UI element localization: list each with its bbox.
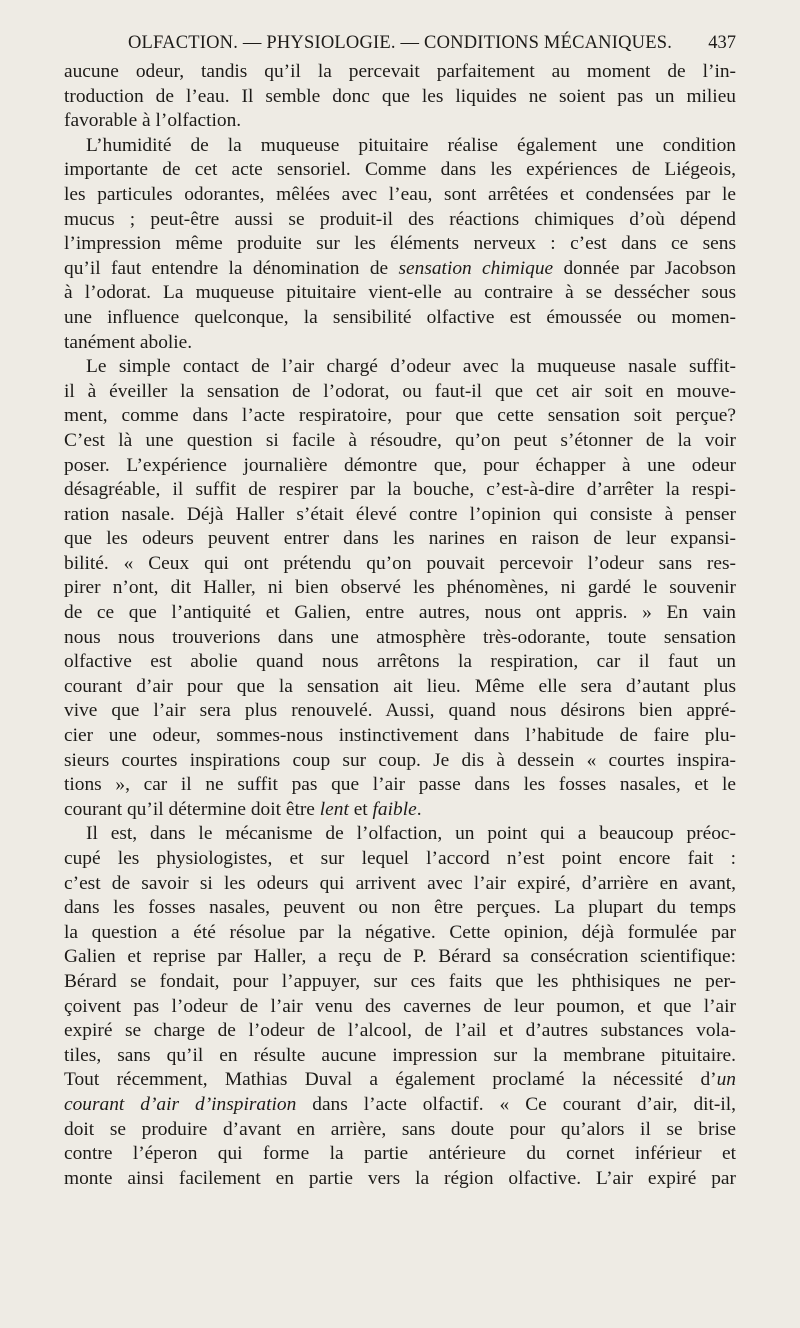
line-text: pirer n’ont, dit Haller, ni bien observé les phénomènes, ni gardé le souvenir (64, 577, 736, 599)
line-text: ment, comme dans l’acte respiratoire, pour que cette sensation soit perçue? (64, 405, 736, 427)
line-text: çoivent pas l’odeur de l’air venu des cavernes de leur poumon, et que l’air (64, 995, 736, 1017)
line-text: à l’odorat. La muqueuse pituitaire vient-elle au contraire à se dessécher sous (64, 282, 736, 304)
line-text: de ce que l’antiquité et Galien, entre autres, nous ont appris. » En vain (64, 602, 736, 624)
text-line (64, 1142, 736, 1167)
text-line (64, 576, 736, 601)
text-line (64, 626, 736, 651)
text-line (64, 208, 736, 233)
text-line (64, 601, 736, 626)
text-line (64, 798, 736, 823)
text-line (64, 60, 736, 85)
text-line (64, 429, 736, 454)
text-line (64, 85, 736, 110)
line-text: . (416, 798, 422, 820)
text-line (64, 503, 736, 528)
text-line (64, 1167, 736, 1192)
line-text: C’est là une question si facile à résoudre, qu’on peut s’étonner de la voir (64, 429, 736, 451)
italic-text: sensation chimique (398, 257, 554, 279)
text-line (64, 724, 736, 749)
line-text: une influence quelconque, la sensibilité olfactive est émoussée ou momen- (64, 306, 736, 328)
text-line (64, 896, 736, 921)
text-line (64, 1093, 736, 1118)
text-line (64, 331, 736, 356)
line-text: courant d’air pour que la sensation ait lieu. Même elle sera d’autant plus (64, 675, 736, 697)
text-line (64, 527, 736, 552)
italic-text: faible (372, 798, 417, 820)
line-text: dans l’acte olfactif. « Ce courant d’air, dit-il, (296, 1093, 736, 1115)
line-text: tiles, sans qu’il en résulte aucune impression sur la membrane pituitaire. (64, 1044, 736, 1066)
line-text: troduction de l’eau. Il semble donc que les liquides ne soient pas un milieu (64, 85, 736, 107)
line-text: poser. L’expérience journalière démontre que, pour échapper à une odeur (64, 454, 736, 476)
text-line (64, 183, 736, 208)
text-line (64, 699, 736, 724)
text-line (64, 675, 736, 700)
line-text: importante de cet acte sensoriel. Comme dans les expériences de Liégeois, (64, 159, 736, 181)
page-number: 437 (708, 33, 736, 53)
text-line (64, 552, 736, 577)
line-text: doit se produire d’avant en arrière, sans doute pour qu’alors il se brise (64, 1118, 736, 1140)
line-text: bilité. « Ceux qui ont prétendu qu’on pouvait percevoir l’odeur sans res- (64, 552, 736, 574)
text-line (64, 822, 736, 847)
line-text: tanément abolie. (64, 331, 193, 353)
line-text: désagréable, il suffit de respirer par la bouche, c’est-à-dire d’arrêter la respi- (64, 479, 736, 501)
text-line (64, 1118, 736, 1143)
line-text: Bérard se fondait, pour l’appuyer, sur ces faits que les phthisiques ne per- (64, 970, 736, 992)
line-text: cupé les physiologistes, et sur lequel l’accord n’est point encore fait : (64, 848, 736, 869)
text-line (64, 995, 736, 1020)
text-line (64, 478, 736, 503)
text-line (64, 749, 736, 774)
line-text: favorable à l’olfaction. (64, 110, 242, 132)
line-text: la question a été résolue par la négative. Cette opinion, déjà formulée par (64, 921, 736, 943)
line-text: Galien et reprise par Haller, a reçu de P. Bérard sa consécration scientifique: (64, 946, 736, 968)
line-text: sieurs courtes inspirations coup sur coup. Je dis à dessein « courtes inspira- (64, 749, 736, 771)
line-text: ration nasale. Déjà Haller s’était élevé contre l’opinion qui consiste à penser (64, 503, 736, 525)
line-text: Il est, dans le mécanisme de l’olfaction, un point qui a beaucoup préoc- (86, 823, 736, 845)
italic-text: courant d’air d’inspiration (64, 1093, 297, 1115)
line-text: l’impression même produite sur les éléments nerveux : c’est dans ce sens (64, 233, 736, 255)
line-text: Le simple contact de l’air chargé d’odeur avec la muqueuse nasale suffit- (86, 356, 736, 378)
line-text: que les odeurs peuvent entrer dans les narines en raison de leur expansi- (64, 528, 736, 550)
text-line (64, 380, 736, 405)
text-line (64, 257, 736, 282)
text-line (64, 945, 736, 970)
text-line (64, 1044, 736, 1069)
text-line (64, 921, 736, 946)
line-text: courant qu’il détermine doit être (64, 798, 320, 820)
line-text: mucus ; peut-être aussi se produit-il des réactions chimiques d’où dépend (64, 208, 736, 230)
text-line (64, 1019, 736, 1044)
line-text: Tout récemment, Mathias Duval a également proclamé la nécessité d’ (64, 1069, 717, 1091)
text-line (64, 1068, 736, 1093)
text-line (64, 847, 736, 872)
text-line (64, 872, 736, 897)
line-text: vive que l’air sera plus renouvelé. Aussi, quand nous désirons bien appré- (64, 700, 736, 722)
line-text: donnée par Jacobson (553, 257, 736, 279)
line-text: aucune odeur, tandis qu’il la percevait parfaitement au moment de l’in- (64, 61, 736, 82)
line-text: expiré se charge de l’odeur de l’alcool, de l’ail et d’autres substances vola- (64, 1020, 736, 1042)
italic-text: lent (319, 798, 349, 820)
line-text: L’humidité de la muqueuse pituitaire réalise également une condition (86, 134, 736, 156)
line-text: dans les fosses nasales, peuvent ou non être perçues. La plupart du temps (64, 897, 736, 919)
text-line (64, 306, 736, 331)
running-head (64, 30, 736, 56)
line-text: les particules odorantes, mêlées avec l’eau, sont arrêtées et condensées par le (64, 183, 736, 205)
line-text: et (348, 798, 373, 820)
line-text: olfactive est abolie quand nous arrêtons la respiration, car il faut un (64, 651, 736, 673)
line-text: il à éveiller la sensation de l’odorat, ou faut-il que cet air soit en mouve- (64, 380, 736, 402)
text-line (64, 281, 736, 306)
line-text: cier une odeur, sommes-nous instinctivement dans l’habitude de faire plu- (64, 725, 736, 747)
text-line (64, 404, 736, 429)
line-text: monte ainsi facilement en partie vers la région olfactive. L’air expiré par (64, 1167, 736, 1189)
text-line (64, 454, 736, 479)
text-line (64, 355, 736, 380)
text-line (64, 650, 736, 675)
italic-text: un (716, 1069, 736, 1091)
line-text: nous nous trouverions dans une atmosphère très-odorante, toute sensation (64, 626, 736, 648)
text-line (64, 232, 736, 257)
line-text: tions », car il ne suffit pas que l’air passe dans les fosses nasales, et le (64, 774, 736, 796)
line-text: contre l’éperon qui forme la partie antérieure du cornet inférieur et (64, 1143, 736, 1165)
text-line (64, 773, 736, 798)
body-text (64, 60, 736, 1191)
running-title: OLFACTION. — PHYSIOLOGIE. — CONDITIONS MÉCANIQUES. (127, 33, 673, 53)
text-line (64, 158, 736, 183)
line-text: c’est de savoir si les odeurs qui arrivent avec l’air expiré, d’arrière en avant, (64, 872, 736, 894)
text-line (64, 109, 736, 134)
text-line (64, 134, 736, 159)
text-line (64, 970, 736, 995)
line-text: qu’il faut entendre la dénomination de (64, 257, 399, 279)
